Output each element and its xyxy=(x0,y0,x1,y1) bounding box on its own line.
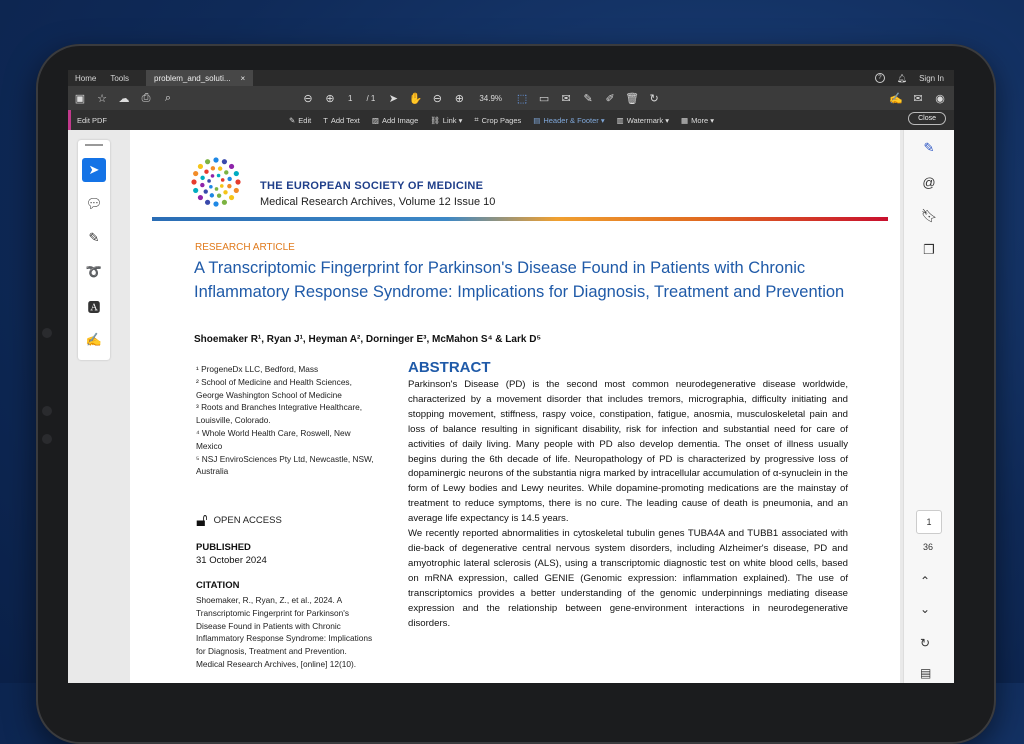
highlight-icon[interactable]: ✐ xyxy=(605,92,615,105)
abstract-paragraph: Parkinson's Disease (PD) is the second most common neurodegenerative disease worldwide, characterized by a movement disorder that includes tremors, micrographia, difficulty initiating and stopping movement, stiffness, raspy voice, constipation, fatigue, anosmia, musculoskeletal pain and loss of balance resulting in significant disability, risk for infection and substantial need for care of activities of daily living. Many people with PD also develop dementia. The onset of illness usually begins during the 6th decade of life. Neuropathology of PD is characterized by progressive loss of dopaminergic neurons of the substantia nigra marked by intracellular accumulation of α-synuclein in the form of Lewy bodies and Lewy neurites. While dopamine-promoting medications are the mainstay of treatment to reduce symptoms, there is no cure. The leading cause of death is pneumonia, and an average life expectancy is 14.5 years. xyxy=(408,379,848,525)
sign-icon[interactable]: ✍ xyxy=(889,92,903,105)
crop-icon: ⌗ xyxy=(474,115,479,124)
journal-logo-icon xyxy=(190,156,242,208)
page-current-input[interactable]: 1 xyxy=(348,93,353,103)
add-image-tool[interactable] xyxy=(372,116,418,125)
save-icon[interactable]: ▣ xyxy=(74,92,86,105)
link-tool[interactable] xyxy=(430,116,462,125)
link-icon: ⛓ xyxy=(430,115,440,125)
scroll-down-icon[interactable]: ⌄ xyxy=(920,602,931,616)
journal-name: THE EUROPEAN SOCIETY OF MEDICINE xyxy=(260,180,484,192)
affiliation: ³ Roots and Branches Integrative Healthcare, Louisville, Colorado. xyxy=(196,402,363,426)
tablet-camera xyxy=(42,328,52,338)
ruler-icon[interactable]: ▭ xyxy=(538,92,550,105)
refresh-icon[interactable]: ↻ xyxy=(920,636,931,650)
close-tab-icon[interactable]: × xyxy=(240,73,246,83)
affiliations xyxy=(196,363,376,478)
print-icon[interactable]: ⎙ xyxy=(141,91,151,104)
account-icon[interactable]: ◉ xyxy=(935,92,945,105)
next-page-icon[interactable]: ⊕ xyxy=(325,92,335,105)
main-toolbar xyxy=(68,86,954,110)
header-footer-icon: ▤ xyxy=(533,115,541,125)
crop-pages-label: Crop Pages xyxy=(481,115,522,125)
edit-icon: ✎ xyxy=(289,115,296,125)
app-window xyxy=(68,70,954,683)
help-icon[interactable]: ? xyxy=(875,73,885,83)
panel-grip[interactable] xyxy=(85,144,103,146)
mail-icon[interactable]: ✉ xyxy=(913,92,923,105)
pages-panel-icon[interactable]: ❐ xyxy=(923,242,935,257)
fit-page-icon[interactable]: ⬚ xyxy=(516,92,528,105)
crop-pages-tool[interactable] xyxy=(474,115,521,125)
more-tool[interactable] xyxy=(681,116,714,125)
affiliation: ⁵ NSJ EnviroSciences Pty Ltd, Newcastle, NSW, Australia xyxy=(196,453,374,477)
upload-cloud-icon[interactable]: ☁ xyxy=(118,92,130,105)
sign-in-link[interactable]: Sign In xyxy=(919,73,944,83)
add-text-label: Add Text xyxy=(330,115,360,125)
header-footer-label: Header & Footer ▾ xyxy=(543,115,605,125)
page-thumbnail-icon[interactable]: ▤ xyxy=(920,666,932,680)
tablet-button xyxy=(42,406,52,416)
header-footer-tool[interactable] xyxy=(533,116,604,125)
top-tab-bar xyxy=(68,70,954,86)
abstract-heading: ABSTRACT xyxy=(408,359,491,376)
hand-icon[interactable]: ✋ xyxy=(408,92,423,105)
add-text-tool[interactable] xyxy=(323,116,360,125)
text-icon: T xyxy=(323,115,328,125)
article-title: A Transcriptomic Fingerprint for Parkinson's Disease Found in Patients with Chronic Inflammatory Response Syndrome: Implications for Diagnosis, Treatment and Prevention xyxy=(194,259,845,301)
affiliation: ² School of Medicine and Health Sciences, George Washington School of Medicine xyxy=(196,376,352,400)
sign-tool-icon[interactable]: ✍ xyxy=(85,332,103,347)
published-label: PUBLISHED xyxy=(196,542,251,553)
star-icon[interactable]: ☆ xyxy=(97,92,107,105)
abstract-text xyxy=(408,378,848,631)
trash-icon[interactable]: 🗑︎ xyxy=(625,92,640,105)
affiliation: ¹ ProgeneDx LLC, Bedford, Mass xyxy=(196,364,319,374)
citation-label: CITATION xyxy=(196,580,240,591)
highlighter-tool-icon[interactable]: ✎ xyxy=(88,230,100,245)
nav-page-current[interactable]: 1 xyxy=(916,510,942,534)
zoom-in-icon[interactable]: ⊕ xyxy=(454,92,464,105)
open-access-label: OPEN ACCESS xyxy=(213,515,282,526)
citation-text: Shoemaker, R., Ryan, Z., et al., 2024. A Transcriptomic Fingerprint for Parkinson's Disease Found in Patients with Chronic Inflammatory Response Syndrome: Implications for Diagnosis, Treatment and Prevention. Medical Research Archives, [online] 12(10). xyxy=(196,595,373,669)
search-icon[interactable]: ⌕ xyxy=(164,91,172,104)
nav-page-total: 36 xyxy=(922,542,933,552)
left-tool-panel xyxy=(78,140,110,360)
abstract-paragraph: We recently reported abnormalities in cytoskeletal tubulin genes TUBA4A and TUBB1 associated with die-back of degenerative central nervous system disorders, including Alzheimer's disease, PD and amyotrophic lateral sclerosis (ALS), using a transcriptomic diagnostic test on white blood cells, based on mRNA expression, called GENIE (Genomic expression: inflammation explained). The use of transcriptomics provides a better understanding of the genomic underpinnings mediating disease expression and the relationship between gene-environment interactions in neurodegenerative disorders. xyxy=(408,528,848,629)
image-icon: ▨ xyxy=(371,115,379,125)
scroll-up-icon[interactable]: ⌃ xyxy=(920,574,931,588)
rotate-icon[interactable]: ↻ xyxy=(649,92,659,105)
edit-pdf-panel-icon[interactable]: ✎ xyxy=(923,140,935,155)
article-type: RESEARCH ARTICLE xyxy=(195,242,295,253)
edit-tool-label: Edit xyxy=(298,115,312,125)
document-area xyxy=(68,130,954,683)
tab-tools[interactable]: Tools xyxy=(110,73,130,83)
watermark-tool[interactable] xyxy=(617,116,669,125)
comments-panel-icon[interactable]: @ xyxy=(922,174,936,190)
zoom-out-icon[interactable]: ⊖ xyxy=(432,92,442,105)
tab-home[interactable]: Home xyxy=(75,73,97,83)
affiliation: ⁴ Whole World Health Care, Roswell, New Mexico xyxy=(196,427,351,451)
header-rule xyxy=(152,217,888,221)
document-tab-label: problem_and_soluti... xyxy=(154,73,231,83)
tab-document[interactable] xyxy=(146,70,253,86)
edit-tool[interactable] xyxy=(289,116,311,125)
pen-icon[interactable]: ✎ xyxy=(583,92,593,105)
edit-pdf-label: Edit PDF xyxy=(77,115,108,125)
right-panel xyxy=(903,130,954,683)
journal-volume: Medical Research Archives, Volume 12 Issue 10 xyxy=(260,196,496,208)
watermark-label: Watermark ▾ xyxy=(626,115,669,125)
text-box-tool-icon[interactable]: 🅰︎ xyxy=(87,299,101,315)
link-label: Link ▾ xyxy=(442,115,463,125)
bookmarks-panel-icon[interactable]: 🔖︎ xyxy=(920,208,938,223)
more-label: More ▾ xyxy=(691,115,715,125)
select-tool-icon[interactable]: ➤ xyxy=(82,158,106,182)
open-access-badge xyxy=(196,510,282,531)
authors: Shoemaker R¹, Ryan J¹, Heyman A², Dorninger E³, McMahon S⁴ & Lark D⁵ xyxy=(194,334,542,345)
watermark-icon: ▥ xyxy=(616,115,624,125)
pdf-page[interactable] xyxy=(130,130,900,683)
page-total-label: / 1 xyxy=(366,93,376,103)
comment-icon[interactable]: ✉ xyxy=(561,92,571,105)
zoom-level[interactable]: 34.9% xyxy=(479,93,503,103)
published-date: 31 October 2024 xyxy=(196,555,267,566)
open-lock-icon: 🔓︎ xyxy=(196,510,208,530)
comment-tool-icon[interactable]: 💬︎ xyxy=(85,196,103,211)
edit-pdf-bar xyxy=(68,110,954,130)
close-button[interactable]: Close xyxy=(908,112,946,125)
freehand-tool-icon[interactable]: ➰ xyxy=(85,264,103,279)
previous-page-icon[interactable]: ⊖ xyxy=(303,92,313,105)
select-arrow-icon[interactable]: ➤ xyxy=(388,92,398,105)
bell-icon[interactable]: 🔔︎ xyxy=(896,73,908,83)
tablet-button xyxy=(42,434,52,444)
add-image-label: Add Image xyxy=(381,115,419,125)
more-icon: ▦ xyxy=(680,115,689,125)
